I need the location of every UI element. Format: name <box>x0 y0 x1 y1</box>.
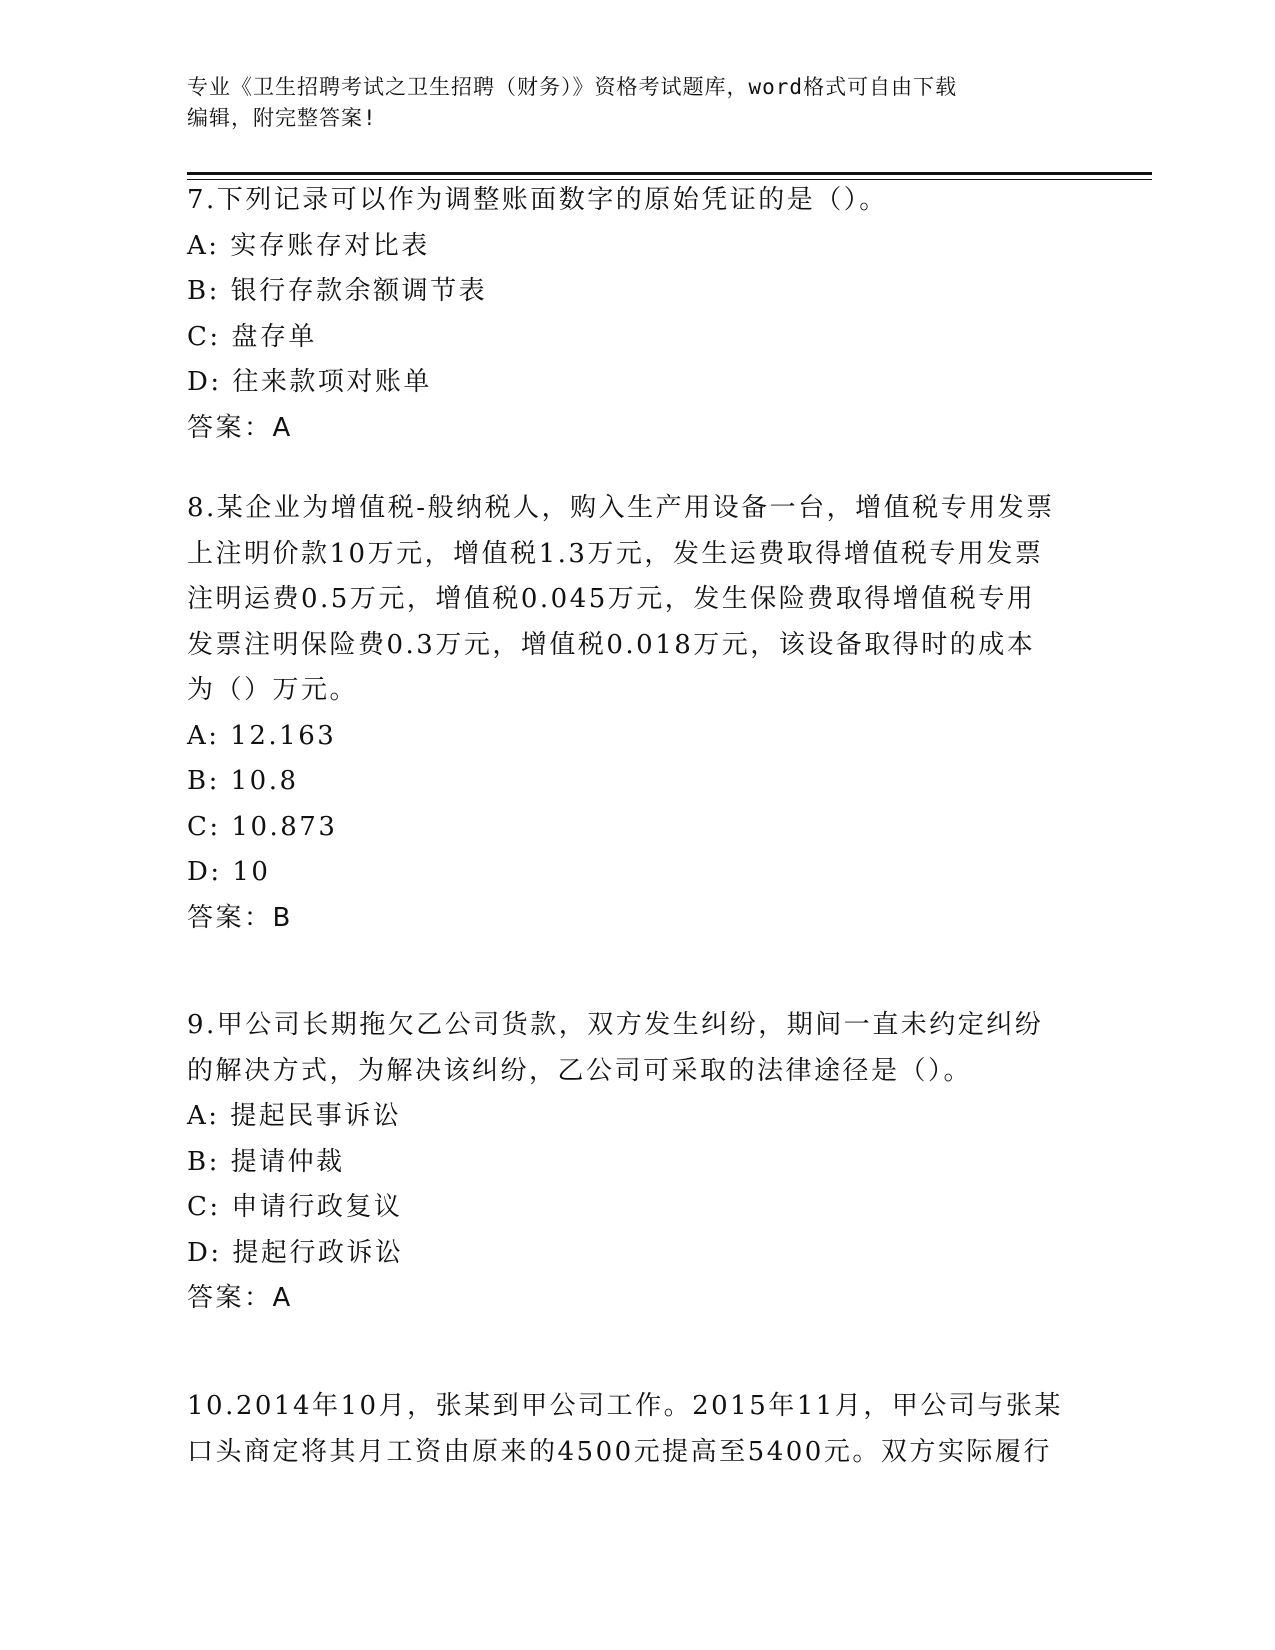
option-a: A: 提起民事诉讼 <box>187 1101 402 1131</box>
header-rule-thick <box>187 172 1152 175</box>
question-text-line: 发票注明保险费0.3万元，增值税0.018万元，该设备取得时的成本 <box>187 629 1036 660</box>
option-d: D: 10 <box>187 857 271 887</box>
question-text-line: 8.某企业为增值税-般纳税人，购入生产用设备一台，增值税专用发票 <box>187 493 1055 523</box>
option-b: B: 10.8 <box>187 766 299 796</box>
question-9 <box>187 1003 1067 1322</box>
document-header <box>187 72 1087 134</box>
option-d: D: 往来款项对账单 <box>187 367 432 397</box>
question-text-line: 9.甲公司长期拖欠乙公司货款，双方发生纠纷，期间一直未约定纠纷 <box>187 1010 1044 1040</box>
question-text-line: 10.2014年10月，张某到甲公司工作。2015年11月，甲公司与张某 <box>187 1391 1063 1421</box>
option-a: A: 实存账存对比表 <box>187 230 430 261</box>
question-text-line: 注明运费0.5万元，增值税0.045万元，发生保险费取得增值税专用 <box>187 584 1036 614</box>
question-text-line: 上注明价款10万元，增值税1.3万元，发生运费取得增值税专用发票 <box>187 538 1044 569</box>
question-7 <box>187 178 1067 451</box>
option-c: C: 申请行政复议 <box>187 1192 403 1222</box>
option-d: D: 提起行政诉讼 <box>187 1237 404 1268</box>
question-text-line: 为（）万元。 <box>187 675 359 705</box>
question-10 <box>187 1384 1067 1475</box>
option-b: B: 提请仲裁 <box>187 1146 345 1177</box>
answer-line: 答案：A <box>187 412 293 443</box>
option-a: A: 12.163 <box>187 720 337 751</box>
header-line-2: 编辑，附完整答案! <box>187 106 377 130</box>
answer-line: 答案：A <box>187 1283 293 1313</box>
question-text-line: 的解决方式，为解决该纠纷，乙公司可采取的法律途径是（）。 <box>187 1055 973 1086</box>
answer-line: 答案：B <box>187 902 293 933</box>
option-c: C: 10.873 <box>187 811 338 842</box>
question-text-line: 7.下列记录可以作为调整账面数字的原始凭证的是（）。 <box>187 185 888 215</box>
question-8 <box>187 486 1067 941</box>
option-b: B: 银行存款余额调节表 <box>187 276 488 306</box>
question-text-line: 口头商定将其月工资由原来的4500元提高至5400元。双方实际履行 <box>187 1436 1052 1467</box>
header-line-1: 专业《卫生招聘考试之卫生招聘（财务）》资格考试题库，word格式可自由下载 <box>187 75 958 99</box>
option-c: C: 盘存单 <box>187 321 317 352</box>
